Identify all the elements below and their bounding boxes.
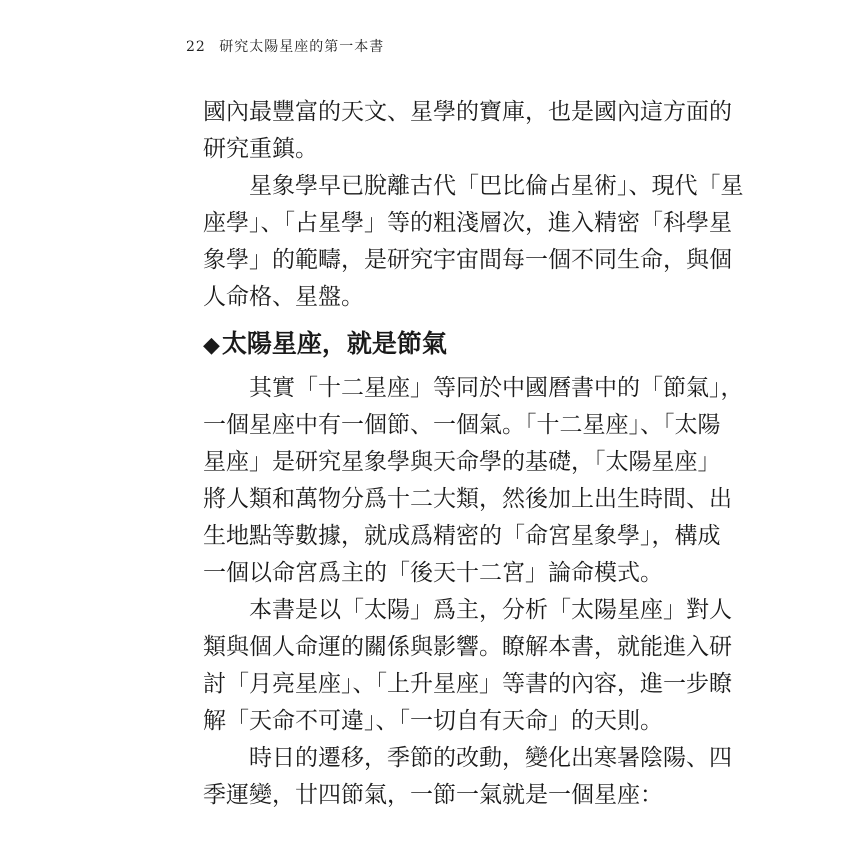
text-line: 其實「十二星座」等同於中國曆書中的「節氣」， bbox=[249, 375, 744, 401]
diamond-bullet-icon: ◆ bbox=[203, 333, 220, 358]
text-line: 星象學早已脫離古代「巴比倫占星術」、現代「星 bbox=[249, 173, 744, 199]
running-header bbox=[186, 36, 384, 56]
text-line: 一個星座中有一個節、一個氣。「十二星座」、「太陽 bbox=[203, 412, 721, 438]
section-heading-text: 太陽星座，就是節氣 bbox=[221, 329, 447, 358]
text-line: 研究重鎮。 bbox=[203, 136, 318, 162]
text-line: 將人類和萬物分爲十二大類，然後加上出生時間、出 bbox=[203, 486, 732, 512]
page-number: 22 bbox=[186, 39, 206, 55]
book-title: 研究太陽星座的第一本書 bbox=[219, 39, 385, 55]
text-line: 象學」的範疇，是研究宇宙間每一個不同生命，與個 bbox=[203, 247, 732, 273]
text-line: 季運變，廿四節氣，一節一氣就是一個星座： bbox=[203, 782, 663, 808]
text-line: 生地點等數據，就成爲精密的「命宮星象學」，構成 bbox=[203, 523, 721, 549]
text-line: 本書是以「太陽」爲主，分析「太陽星座」對人 bbox=[249, 597, 732, 623]
text-line: 解「天命不可違」、「一切自有天命」的天則。 bbox=[203, 708, 663, 734]
section-heading bbox=[203, 322, 648, 366]
text-line: 人命格、星盤。 bbox=[203, 284, 364, 310]
body-text bbox=[203, 94, 744, 814]
text-line: 時日的遷移，季節的改動，變化出寒暑陰陽、四 bbox=[249, 745, 732, 771]
text-line: 類與個人命運的關係與影響。瞭解本書，就能進入研 bbox=[203, 634, 732, 660]
text-line: 國內最豐富的天文、星學的寶庫，也是國內這方面的 bbox=[203, 99, 732, 125]
text-line: 星座」是研究星象學與天命學的基礎，「太陽星座」 bbox=[203, 449, 721, 475]
text-line: 一個以命宮爲主的「後天十二宮」論命模式。 bbox=[203, 560, 663, 586]
text-line: 討「月亮星座」、「上升星座」等書的內容，進一步瞭 bbox=[203, 671, 732, 697]
text-line: 座學」、「占星學」等的粗淺層次，進入精密「科學星 bbox=[203, 210, 732, 236]
